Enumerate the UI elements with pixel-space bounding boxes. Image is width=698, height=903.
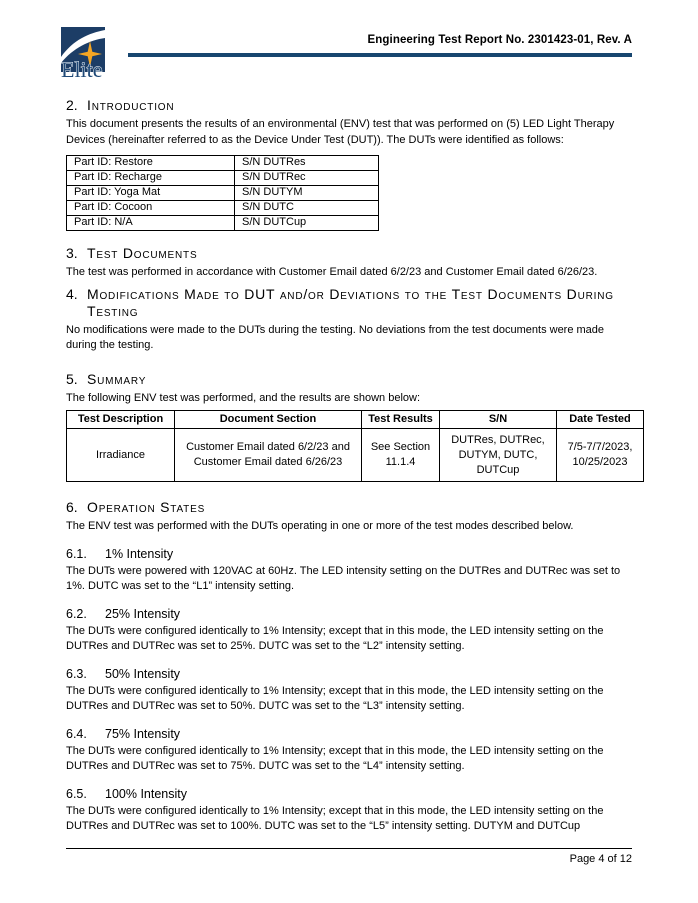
column-header: S/N: [440, 411, 557, 429]
table-cell: Part ID: Recharge: [67, 171, 235, 186]
subsection-number: 6.2.: [66, 606, 87, 621]
table-row: [67, 201, 379, 216]
modifications-paragraph: No modifications were made to the DUTs during the testing. No deviations from the test documents were made during the testing.: [66, 323, 605, 351]
subsection-number: 6.4.: [66, 726, 87, 741]
summary-paragraph: The following ENV test was performed, and the results are shown below:: [66, 391, 421, 404]
section-number: 2.: [66, 97, 78, 113]
table-row: [67, 216, 379, 231]
report-title: Engineering Test Report No. 2301423-01, Rev. A: [367, 34, 632, 46]
section-heading-modifications: [66, 286, 632, 320]
section-title: Introduction: [87, 97, 175, 113]
table-cell: Part ID: Cocoon: [67, 201, 235, 216]
table-cell: Part ID: N/A: [67, 216, 235, 231]
dut-identification-table: [66, 155, 379, 231]
table-header-row: [67, 411, 644, 429]
subsection-heading-25pct: [66, 607, 632, 622]
table-cell: S/N DUTCup: [235, 216, 379, 231]
table-cell: DUTRes, DUTRec, DUTYM, DUTC, DUTCup: [440, 429, 557, 482]
subsection-paragraph: The DUTs were configured identically to 1% Intensity; except that in this mode, the LED intensity setting on the DUTRes and DUTRec was set to 50%. DUTC was set to the “L3” intensity setting.: [66, 684, 604, 712]
section-title: Operation States: [87, 499, 206, 515]
subsection-paragraph: The DUTs were configured identically to 1% Intensity; except that in this mode, the LED intensity setting on the DUTRes and DUTRec was set to 100%. DUTC was set to the “L5” intensity setting. DUTYM and DUTCup: [66, 804, 604, 832]
section-heading-operation-states: [66, 499, 632, 516]
logo-wordmark: Elite: [61, 57, 103, 81]
subsection-heading-1pct: [66, 547, 632, 562]
section-title: Modifications Made to DUT and/or Deviations to the Test Documents During Testing: [87, 285, 614, 319]
introduction-paragraph: This document presents the results of an environmental (ENV) test that was performed on (5) LED Light Therapy Devices (hereinafter referred to as the Device Under Test (DUT)). The DUTs were identified as follows:: [66, 118, 615, 146]
table-cell: S/N DUTYM: [235, 186, 379, 201]
table-row: [67, 171, 379, 186]
table-cell: See Section 11.1.4: [362, 429, 440, 482]
report-body: [66, 97, 632, 835]
section-number: 3.: [66, 245, 78, 261]
table-cell: S/N DUTC: [235, 201, 379, 216]
subsection-number: 6.1.: [66, 546, 87, 561]
section-title: Test Documents: [87, 245, 198, 261]
subsection-paragraph: The DUTs were configured identically to 1% Intensity; except that in this mode, the LED intensity setting on the DUTRes and DUTRec was set to 25%. DUTC was set to the “L2” intensity setting.: [66, 624, 604, 652]
subsection-title: 100% Intensity: [105, 786, 187, 801]
subsection-paragraph: The DUTs were powered with 120VAC at 60Hz. The LED intensity setting on the DUTRes and DUTRec was set to 1%. DUTC was set to the “L1” intensity setting.: [66, 564, 621, 592]
table-cell: S/N DUTRes: [235, 156, 379, 171]
table-cell: Irradiance: [67, 429, 175, 482]
table-row: [67, 156, 379, 171]
subsection-heading-100pct: [66, 787, 632, 802]
subsection-title: 1% Intensity: [105, 546, 174, 561]
subsection-number: 6.3.: [66, 666, 87, 681]
section-number: 4.: [66, 285, 78, 302]
table-cell: Part ID: Yoga Mat: [67, 186, 235, 201]
table-row: [67, 429, 644, 482]
summary-results-table: [66, 410, 644, 482]
section-heading-test-documents: [66, 245, 632, 262]
column-header: Date Tested: [557, 411, 644, 429]
subsection-paragraph: The DUTs were configured identically to 1% Intensity; except that in this mode, the LED intensity setting on the DUTRes and DUTRec was set to 75%. DUTC was set to the “L4” intensity setting.: [66, 744, 604, 772]
section-number: 5.: [66, 370, 78, 387]
column-header: Document Section: [175, 411, 362, 429]
subsection-heading-50pct: [66, 667, 632, 682]
test-documents-paragraph: The test was performed in accordance with Customer Email dated 6/2/23 and Customer Email dated 6/26/23.: [66, 266, 598, 278]
footer-rule: [66, 848, 632, 849]
header-rule: [128, 53, 632, 57]
subsection-number: 6.5.: [66, 786, 87, 801]
section-title: Summary: [87, 370, 147, 387]
table-cell: Part ID: Restore: [67, 156, 235, 171]
subsection-heading-75pct: [66, 727, 632, 742]
column-header: Test Results: [362, 411, 440, 429]
table-row: [67, 186, 379, 201]
section-heading-summary: [66, 371, 632, 388]
elite-logo-graphic: [60, 27, 106, 81]
table-cell: Customer Email dated 6/2/23 and Customer Email dated 6/26/23: [175, 429, 362, 482]
page-number: Page 4 of 12: [569, 853, 632, 865]
subsection-title: 50% Intensity: [105, 666, 181, 681]
section-number: 6.: [66, 499, 78, 515]
elite-logo: [60, 27, 106, 86]
subsection-title: 75% Intensity: [105, 726, 181, 741]
section-heading-introduction: [66, 97, 632, 114]
subsection-title: 25% Intensity: [105, 606, 181, 621]
column-header: Test Description: [67, 411, 175, 429]
table-cell: 7/5-7/7/2023, 10/25/2023: [557, 429, 644, 482]
operation-states-paragraph: The ENV test was performed with the DUTs operating in one or more of the test modes described below.: [66, 520, 574, 532]
table-cell: S/N DUTRec: [235, 171, 379, 186]
